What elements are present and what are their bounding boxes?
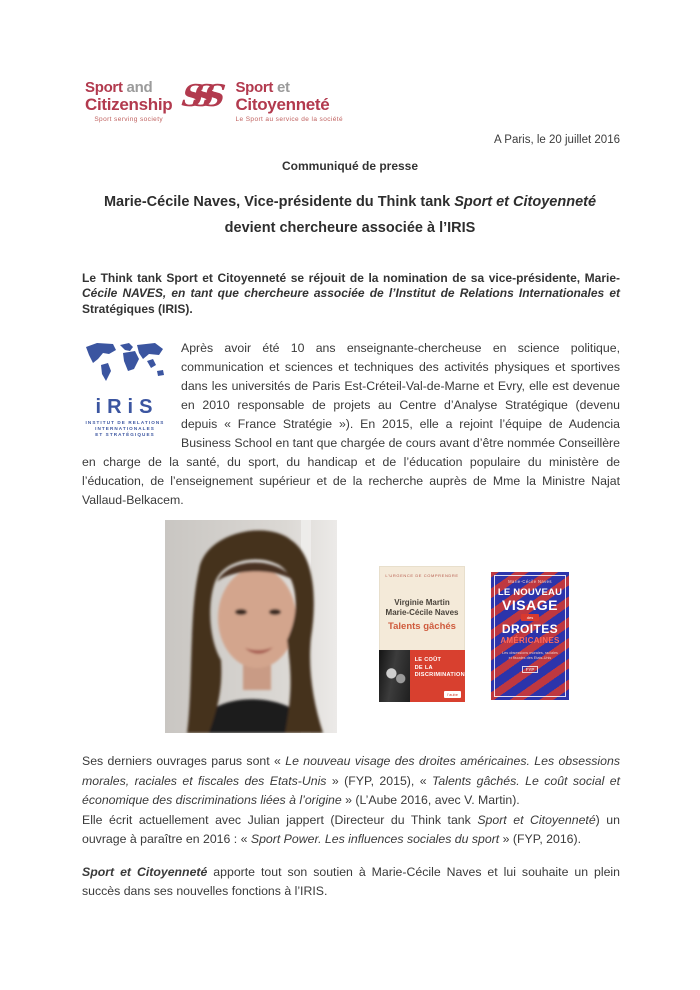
book1-author-2: Marie-Cécile Naves <box>385 608 459 618</box>
logo-en-and: and <box>126 79 153 96</box>
logo-fr-et: et <box>277 79 290 96</box>
triple-s-logo-icon: SSS <box>180 79 218 114</box>
book2-title-line2: VISAGE <box>502 597 558 614</box>
book2-divider: des <box>521 614 539 621</box>
book1-band-line: DISCRIMINATION <box>414 672 465 679</box>
book1-collection-label: L’URGENCE DE COMPRENDRE <box>385 573 459 579</box>
press-release-kicker: Communiqué de presse <box>281 158 419 173</box>
book1-bottom-band <box>379 650 465 702</box>
media-row <box>165 520 700 736</box>
book-cover-talents-gaches <box>379 566 465 702</box>
book1-authors <box>379 598 465 618</box>
title-line-1: Marie-Cécile Naves, Vice-présidente du Think tank Sport et Citoyenneté <box>103 193 597 210</box>
closing-paragraph: Sport et Citoyenneté apporte tout son soutien à Marie-Cécile Naves et lui souhaite un plein succès dans ses nouvelles fonctions à l’IRIS. <box>82 864 620 899</box>
iris-org-line: INSTITUT DE RELATIONS <box>85 420 165 426</box>
book1-band-line: DE LA <box>414 664 433 671</box>
logo-fr-line2: Citoyenneté <box>235 95 330 114</box>
portrait-photo <box>165 520 337 733</box>
logo-english-block <box>85 80 172 124</box>
logo-fr-sport: Sport <box>235 79 274 96</box>
portrait-photo-image <box>165 520 337 733</box>
title-line-2: devient chercheure associée à l’IRIS <box>224 219 476 236</box>
logo-en-line2: Citizenship <box>85 95 173 114</box>
brand-logo <box>85 80 700 124</box>
dateline: A Paris, le 20 juillet 2016 <box>494 133 620 146</box>
iris-logo <box>82 341 168 438</box>
logo-en-line1 <box>85 80 172 95</box>
page-title <box>60 189 640 241</box>
works-paragraph: Ses derniers ouvrages parus sont « Le nouveau visage des droites américaines. Les obsessions morales, raciales et fiscales des Etats-Unis » (FYP, 2015), « Talents gâchés. Le coût social et économique des discriminations liées à l’origine » (L’Aube 2016, avec V. Martin). <box>82 754 620 808</box>
logo-en-tagline: Sport serving society <box>94 116 164 123</box>
iris-org-name <box>82 420 168 438</box>
book1-band-text <box>415 657 465 680</box>
logo-fr-tagline: Le Sport au service de la société <box>235 116 343 123</box>
lead-paragraph: Le Think tank Sport et Citoyenneté se réjouit de la nomination de sa vice-présidente, Marie-Cécile NAVES, en tant que chercheure associée de l’Institut de Relations Internationales et Stratégiques (IRIS). <box>82 270 620 316</box>
logo-fr-line1 <box>235 80 343 95</box>
book1-band-line: LE COÛT <box>414 657 442 664</box>
iris-acronym: iRiS <box>95 396 159 419</box>
book1-band-red <box>410 650 465 702</box>
book2-subtitle <box>502 651 558 661</box>
book2-subtitle-line: et fiscales des Etats-Unis <box>508 656 552 661</box>
book1-band-photo <box>379 650 410 702</box>
book1-title: Talents gâchés <box>388 621 456 633</box>
book1-author-1: Virginie Martin <box>394 598 450 608</box>
book2-publisher-logo: FYP <box>522 666 539 673</box>
bio-section <box>82 339 620 510</box>
bio-paragraph: Après avoir été 10 ans enseignante-chercheuse en science politique, communication et sciences et techniques des activités physiques et sportives dans les universités de Paris Est-Créteil-Val-de-Marne et Evry, elle est devenue en 2010 responsable de projets au Centre d’Analyse Stratégique (devenu depuis « France Stratégie »). En 2015, elle a rejoint l’équipe de Audencia Business School en tant que chargée de cours avant d’être nommée Conseillère en charge de la santé, du sport, du handicap et de l’éducation populaire du ministère de l’éducation, de l’enseignement supérieur et de la recherche auprès de Mme la Ministre Najat Vallaud-Belkacem. <box>82 341 620 508</box>
book1-publisher-logo: l’aube <box>444 691 461 698</box>
book2-subtitle-line: Les obsessions morales, raciales <box>502 651 558 656</box>
book2-title-line3: DROITES <box>501 622 559 637</box>
book2-title-line4: AMÉRICAINES <box>500 636 560 646</box>
logo-french-block <box>235 80 343 124</box>
current-work-paragraph: Elle écrit actuellement avec Julian jappert (Directeur du Think tank Sport et Citoyenneté) un ouvrage à paraître en 2016 : « Sport Power. Les influences sociales du sport » (FYP, 2016). <box>82 812 620 847</box>
logo-en-sport: Sport <box>85 79 123 96</box>
iris-org-line: ET STRATÉGIQUES <box>95 432 155 438</box>
book2-title-line1: LE NOUVEAU <box>497 587 563 599</box>
book2-author: Marie-Cécile Naves <box>508 579 552 585</box>
world-map-icon <box>83 341 167 389</box>
book-cover-nouveau-visage <box>491 572 569 700</box>
iris-org-line: INTERNATIONALES <box>95 426 155 432</box>
